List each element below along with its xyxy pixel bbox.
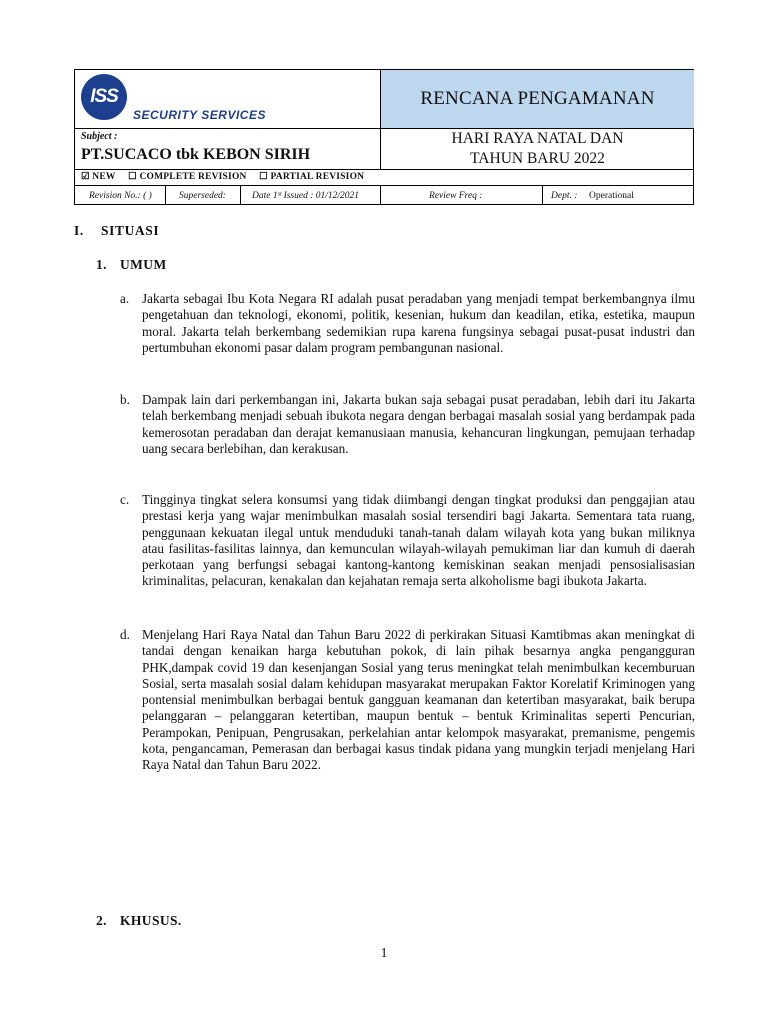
section-number: I. (74, 223, 84, 238)
subsection-heading-2 (96, 913, 182, 929)
event-line-2: TAHUN BARU 2022 (470, 150, 605, 167)
paragraph-b (120, 392, 695, 457)
section-title: SITUASI (101, 223, 160, 238)
paragraph-letter: b. (120, 392, 130, 407)
section-heading (74, 223, 159, 239)
subsection-number: 1. (96, 257, 107, 272)
paragraph-text: Tingginya tingkat selera konsumsi yang tidak diimbangi dengan tingkat produksi dan penggajian atau prestasi kerja yang wajar menimbulkan masalah sosial tersendiri bagi Jakarta. Sementara tata ruang, penggunaan kekuatan ilegal untuk menduduki tanah-tanah dalam wilayah kota yang bukan miliknya atau fasilitas-fasilitas lainnya, dan kemunculan wilayah-wilayah pemukiman liar dan kumuh di daerah perkotaan yang berfungsi sebagai kantong-kantong kemiskinan seakan menjadi pensosialisasian kriminalitas, pelacuran, kenakalan dan kejahatan remaja serta alkoholisme bagi ibukota Jakarta. (142, 492, 695, 589)
divider (542, 185, 543, 205)
subsection-number: 2. (96, 913, 107, 928)
paragraph-d (120, 627, 695, 774)
revision-option-complete: ☐ COMPLETE REVISION (128, 172, 247, 182)
iss-logo-mark: ISS (81, 74, 127, 120)
subject-label: Subject : (81, 131, 118, 142)
logo-text: SECURITY SERVICES (133, 108, 266, 122)
event-line-1: HARI RAYA NATAL DAN (451, 130, 624, 147)
paragraph-text: Menjelang Hari Raya Natal dan Tahun Baru 2022 di perkirakan Situasi Kamtibmas akan meningkat di tandai dengan kenaikan harga kebutuhan pokok, di lain pihak besarnya angka pengangguran PHK,dampak covid 19 dan kesenjangan Sosial yang terus meningkat telah menimbulkan kecemburuan Sosial, serta masalah sosial dalam kehidupan masyarakat merupakan Faktor Korelatif Kriminogen yang pontensial menimbulkan berbagai bentuk gangguan keamanan dan ketertiban masyarakat, baik berupa pelanggaran – pelanggaran ketertiban, maupun bentuk – bentuk Kriminalitas seperti Pencurian, Perampokan, Penipuan, Pengrusakan, perkelahian antar kelompok masyarakat, premanisme, pengemis kota, pengancaman, Pemerasan dan berbagai kasus tindak pidana yang mungkin terjadi menjelang Hari Raya Natal dan Tahun Baru 2022. (142, 627, 695, 773)
revision-option-partial: ☐ PARTIAL REVISION (259, 172, 365, 182)
event-title (381, 128, 694, 170)
paragraph-c (120, 492, 695, 590)
divider (380, 185, 381, 205)
dept-value: Operational (589, 191, 634, 201)
company-logo (81, 74, 281, 126)
page-number: 1 (380, 946, 388, 961)
document-title: RENCANA PENGAMANAN (420, 88, 655, 109)
paragraph-text: Dampak lain dari perkembangan ini, Jakarta bukan saja sebagai pusat peradaban, lebih dari itu Jakarta telah berkembang menjadi sebuah ibukota negara dengan berbagai masalah sosial yang berdampak pada kemerosotan peradaban dan derajat kemanusiaan manusia, kehancuran lingkungan, pemujaan terhadap uang secara berlebihan, dan kerakusan. (142, 392, 695, 456)
subsection-title: KHUSUS. (120, 913, 182, 928)
dept-label: Dept. : (551, 191, 578, 201)
divider (75, 185, 693, 186)
paragraph-a (120, 291, 695, 356)
subject-value: PT.SUCACO tbk KEBON SIRIH (81, 146, 311, 163)
divider (165, 185, 166, 205)
divider (240, 185, 241, 205)
paragraph-letter: d. (120, 627, 130, 642)
subsection-title: UMUM (120, 257, 167, 272)
revision-number: Revision No.: ( ) (89, 191, 152, 201)
revision-option-new: ☑ NEW (81, 172, 116, 182)
paragraph-text: Jakarta sebagai Ibu Kota Negara RI adalah pusat peradaban yang menjadi tempat berkembangnya ilmu pengetahuan dan teknologi, ekonomi, politik, kesenian, hukum dan keadilan, etika, estetika, maupun moral. Jakarta telah berkembang sedemikian rupa karena fungsinya sebagai pusat-pusat industri dan pertumbuhan ekonomi pasar dalam program pembangunan nasional. (142, 291, 695, 355)
superseded: Superseded: (179, 191, 226, 201)
review-frequency: Review Freq : (429, 191, 483, 201)
subsection-heading (96, 257, 167, 273)
paragraph-letter: a. (120, 291, 130, 306)
document-header-table (74, 69, 694, 205)
date-issued: Date 1ˢᵗ Issued : 01/12/2021 (252, 191, 360, 201)
revision-options (81, 171, 374, 182)
paragraph-letter: c. (120, 492, 130, 507)
